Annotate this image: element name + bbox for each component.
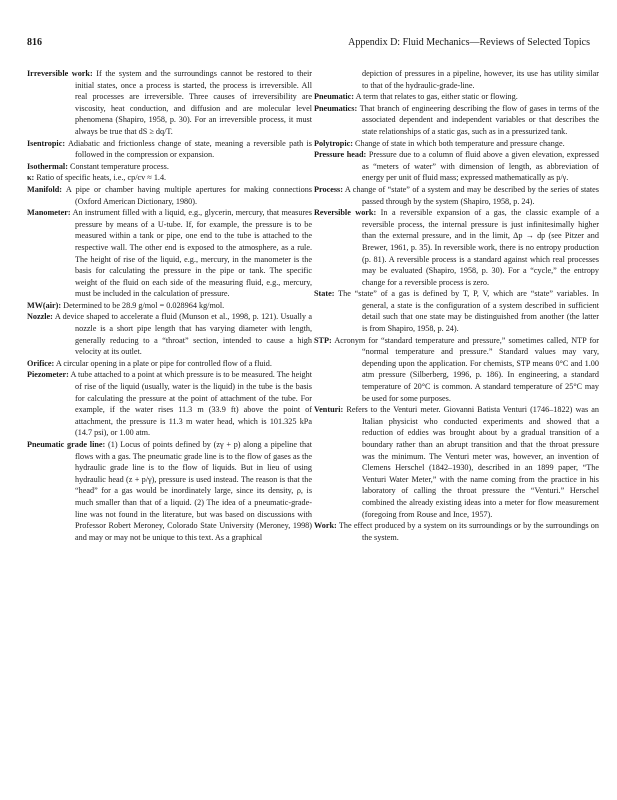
entry-definition: The effect produced by a system on its surroundings or by the surroundings on the system. [338,521,599,542]
entry-term: Pneumatics: [314,103,358,113]
entry-definition: Determined to be 28.9 g/mol = 0.028964 kg/mol. [63,300,225,310]
entry-definition: An instrument filled with a liquid, e.g., glycerin, mercury, that measures pressure by means of a U-tube. If, for example, the pressure is to be measured within a tank or pipe, one end to the tube is attached to the respective wall. The other end is exposed to the atmosphere, as a rule. The height of rise of the liquid, e.g., mercury, in the manometer is the basis for calculating the pressure in the pipe or tank. The specific weight of the fluid on each side of the measuring fluid, e.g., mercury, must be included in the calculation of pressure. [72,208,312,299]
glossary-entry [314,335,599,405]
entry-definition: Pressure due to a column of fluid above a given elevation, expressed as “meters of water” with dimension of length, as abbreviation of energy per unit of fluid mass; expressed mathematically as p/γ. [362,150,600,183]
entry-term: Nozzle: [27,312,53,322]
entry-definition: A tube attached to a point at which pressure is to be measured. The height of rise of the liquid (usually, water is the liquid) in the tube is the basis for calculating the pressure at the point of attachment of the tube. For example, if the water rises 11.3 m (33.9 ft) above the point of attachment, the pressure is 11.3 m water head, which is 101.325 kPa (14.7 psi), or 1.00 atm. [70,370,312,438]
entry-definition: Constant temperature process. [69,161,169,171]
entry-definition: A circular opening in a plate or pipe for controlled flow of a fluid. [55,358,272,368]
entry-term: State: [314,289,335,299]
glossary-entry [314,68,599,91]
glossary-entry [314,138,599,150]
entry-definition: The “state” of a gas is defined by T, P, V, which are “state” variables. In general, a state is the configuration of a system described in sufficient detail such that one state may be distinguished from another (the latter is from Shapiro, 1958, p. 24). [338,289,600,334]
glossary-entry [27,311,312,357]
glossary-entry [27,172,312,184]
glossary-entry [27,161,312,173]
entry-term: Pneumatic: [314,92,355,102]
entry-definition: Ratio of specific heats, i.e., cp/cv ≈ 1.4. [36,173,167,183]
entry-term: Work: [314,521,337,531]
glossary-entry [27,207,312,300]
glossary-entry [27,184,312,207]
entry-term: Manometer: [27,208,71,218]
entry-definition: A device shaped to accelerate a fluid (Munson et al., 1998, p. 121). Usually a nozzle is a short pipe length that has varying diameter with length, generally reducing to a “throat” section, intended to cause a high velocity at its outlet. [54,312,312,357]
entry-definition: A pipe or chamber having multiple apertures for making connections (Oxford American Dictionary, 1980). [65,184,312,206]
left-column [27,68,312,543]
entry-definition: That branch of engineering describing the flow of gases in terms of the associated dependent and independent variables or that describes the state relationships of a static gas, such as in a pressurized tank. [359,103,599,136]
running-title: Appendix D: Fluid Mechanics—Reviews of Selected Topics [348,37,590,48]
running-header [27,37,590,51]
entry-term: Reversible work: [314,208,377,218]
entry-term: Pneumatic grade line: [27,440,106,449]
entry-definition: Acronym for “standard temperature and pressure,” sometimes called, NTP for “normal temperature and pressure.” Standard values may vary, depending upon the application. For chemists, STP means 0°C and 1.00 atm pressure (Silberberg, 1996, p. 186). In engineering, a standard temperature of 20°C is common. A standard temperature of 25°C may be used for some purposes. [334,335,599,403]
entry-definition: A term that relates to gas, either static or flowing. [355,92,518,102]
entry-definition: Change of state in which both temperature and pressure change. [355,138,565,148]
entry-term: MW(air): [27,300,62,310]
entry-term: Piezometer: [27,370,69,380]
glossary-entry [27,439,312,543]
entry-definition: A change of “state” of a system and may be described by the series of states passed through by the system (Shapiro, 1958, p. 24). [344,184,599,206]
glossary-entry [314,91,599,103]
glossary-entry [27,138,312,161]
glossary-entry [27,300,312,312]
entry-definition: In a reversible expansion of a gas, the classic example of a reversible process, the internal pressure is just infinitesimally higher than the external pressure, and in the limit, Δp → dp (see Pitzer and Brewer, 1961, p. 35). In reversible work, there is no entropy production (p. 81). A reversible process is a standard against which real processes may be evaluated (Shapiro, 1958, p. 30). For a “cycle,” the entropy change for a reversible process is zero. [362,208,600,287]
glossary-entry [314,149,599,184]
glossary-entry [27,68,312,138]
page-number: 816 [27,37,42,48]
entry-term: Venturi: [314,405,344,415]
entry-term: Manifold: [27,184,63,194]
entry-term: Irreversible work: [27,69,93,78]
right-column [314,68,599,543]
glossary-entry [314,404,599,520]
entry-definition: depiction of pressures in a pipeline, however, its use has utility similar to that of the hydraulic-grade-line. [362,69,599,90]
glossary-entry [27,358,312,370]
entry-term: Pressure head: [314,150,367,160]
entry-term: Isothermal: [27,161,68,171]
entry-definition: Refers to the Venturi meter. Giovanni Batista Venturi (1746–1822) was an Italian physicist who conducted experiments and showed that a reduction of eddies was brought about by a gradual transition of a boundary rather than an abrupt transition and that the throat pressure was the minimum. The Venturi meter was, however, an invention of Clemens Herschel (1842–1930), described in an 1899 paper, “The Venturi Water Meter,” with the name coming from the practice in his laboratory of calling the throat pressure the “Venturi.” Herschel combined the already existing ideas into a meter for flow measurement (foregoing from Rouse and Ince, 1957). [346,405,600,519]
entry-term: Orifice: [27,358,55,368]
entry-term: κ: [27,173,35,183]
entry-definition: (1) Locus of points defined by (zγ + p) along a pipeline that flows with a gas. The pneumatic grade line is to the flow of gases as the hydraulic grade line is to the flow of liquids. But in lieu of using hydraulic head (z + p/γ), pressure is used instead. The reason is that the “head” for a gas would be inordinately large, since its density, ρ, is much smaller than that of a liquid. (2) The idea of a pneumatic-grade-line was not found in the literature, but was based on discussions with Professor Robert Meroney, Colorado State University (Meroney, 1998) and may or may not be unique to this text. As a graphical [75,440,313,542]
entry-term: Polytropic: [314,138,353,148]
glossary-entry [314,184,599,207]
glossary-entry [27,369,312,439]
entry-term: Isentropic: [27,138,66,148]
entry-term: STP: [314,335,332,345]
glossary-entry [314,288,599,334]
glossary-entry [314,207,599,288]
entry-term: Process: [314,184,343,194]
entry-definition: If the system and the surroundings cannot be restored to their initial states, once a process is started, the process is irreversible. All real processes are irreversible. Three causes of irreversibility are viscosity, heat conduction, and diffusion and are molecular level phenomena (Shapiro, 1958, p. 30). For an irreversible process, it must always be true that dS ≥ dq/T. [75,69,313,136]
entry-definition: Adiabatic and frictionless change of state, meaning a reversible path is followed in the compression or expansion. [67,138,312,160]
glossary-entry [314,103,599,138]
glossary-entry [314,520,599,543]
